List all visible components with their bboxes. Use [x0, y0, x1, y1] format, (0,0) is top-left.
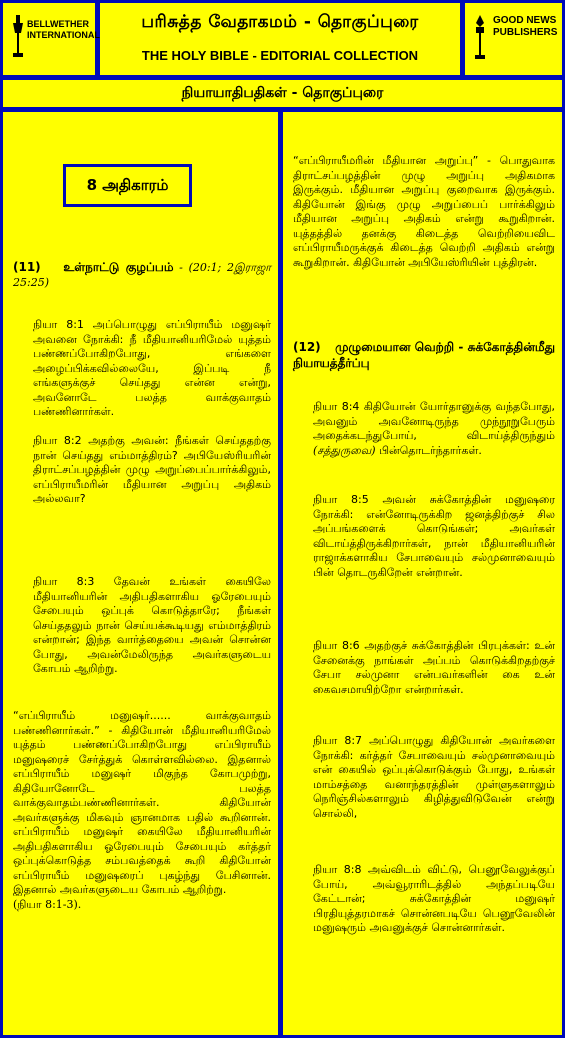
- section-11-heading: [13, 260, 271, 290]
- verse-8-1: [33, 318, 271, 420]
- logo-good-news: [465, 3, 562, 75]
- verse-8-3: [33, 575, 271, 677]
- section-title: முழுமையான வெற்றி - சுக்கோத்தின்மீது நியாயத்தீர்ப்பு: [293, 340, 555, 370]
- verse-text: நியா 8:5 அவன் சுக்கோத்தின் மனுஷரை நோக்கி: என்னோடிருக்கிற ஜனத்திற்குச் சில அப்பங்களைக் கொடுங்கள்; அவர்கள் விடாய்த்திருக்கிறார்கள், நான் மீதியானியரின் ராஜாக்களாகிய சேபாவையும் சல்முனாவையும் பின் தொடருகிறேன் என்றான்.: [313, 493, 555, 579]
- page-subtitle: நியாயாதிபதிகள் - தொகுப்புரை: [181, 85, 384, 101]
- section-number: (12): [293, 340, 321, 354]
- verse-text: நியா 8:4 கிதியோன் யோர்தானுக்கு வந்தபோது, அவனும் அவனோடிருந்த முந்நூறுபேரும் அதைக்கடந்துபோய், விடாய்த்திருந்தும்: [313, 400, 555, 442]
- commentary-paragraph: [293, 154, 555, 270]
- verse-8-8: [313, 863, 555, 936]
- verse-text: நியா 8:1 அப்பொழுது எப்பிராயீம் மனுஷர் அவனை நோக்கி: நீ மீதியானியரிமேல் யுத்தம் பண்ணப்போகிறபோது, எங்களை அழைப்பிக்கவில்லையே, இப்படி நீ எங்களுக்குச் செய்தது என்ன என்று, அவனோடே பலத்த வாக்குவாதம் பண்ணினார்கள்.: [33, 318, 271, 418]
- title-tamil: பரிசுத்த வேதாகமம் - தொகுப்புரை: [141, 12, 419, 32]
- right-column: [283, 112, 562, 1035]
- verse-text: நியா 8:7 அப்பொழுது கிதியோன் அவர்களை நோக்கி: கர்த்தர் சேபாவையும் சல்முனாவையும் என் கையில் ஒப்புக்கொடுக்கும் போது, உங்கள் மாம்சத்தை வனாந்தரத்தின் முள்ளுகளாலும் நெரிஞ்சில்களாலும் கிழித்துவிடுவேன் என்று சொல்லி,: [313, 734, 555, 820]
- verse-text-end: பின்தொடர்ந்தார்கள்.: [379, 443, 482, 457]
- section-number: (11): [13, 260, 41, 274]
- verse-8-5: [313, 493, 555, 580]
- verse-8-7: [313, 734, 555, 821]
- verse-8-2: [33, 434, 271, 507]
- verse-text: நியா 8:6 அதற்குச் சுக்கோத்தின் பிரபுக்கள்: உன் சேனைக்கு நாங்கள் அப்பம் கொடுக்கிறதற்குச் சேபா சல்முனா என்பவர்களின் கை உன் கைவசமாயிற்றோ என்றார்கள்.: [313, 639, 555, 696]
- verse-text: நியா 8:3 தேவன் உங்கள் கையிலே மீதியானியரின் அதிபதிகளாகிய ஓரேபையும் சேபையும் ஒப்புக் கொடுத்தாரே; நீங்கள் செய்ததலும் நான் செய்யக்கூடியது எம்மாத்திரம் என்றான்; இந்த வார்த்தையை அவன் சொன்ன போது, அவன்மேலிருந்த அவர்களுடைய கோபம் ஆறிற்று.: [33, 575, 271, 675]
- logo-bellwether: [3, 3, 100, 75]
- commentary-paragraph: [13, 709, 271, 912]
- verse-annotation: (சத்துருவை): [313, 443, 376, 457]
- verse-text: நியா 8:8 அவ்விடம் விட்டு, பெனூவேலுக்குப் போய், அவ்வூராரிடத்தில் அந்தப்படியே கேட்டான்; சுக்கோத்தின் மனுஷர் பிரதியுத்தரமாகச் சொன்னபடியே பெனூவேலின் மனுஷரும் அவனுக்குச் சொன்னார்கள்.: [313, 863, 555, 934]
- subtitle-bar: [3, 80, 562, 107]
- logo-right-text: GOOD NEWS PUBLISHERS: [493, 15, 558, 38]
- commentary-reference: (நியா 8:1-3).: [13, 897, 82, 911]
- commentary-text: “எப்பிராயீம் மனுஷர்...... வாக்குவாதம் பண்ணினார்கள்.” - கிதியோன் மீதியானியரிமேல் யுத்தம் பண்ணப்போகிறபோது எப்பிராயீம் மனுஷரைச் சேர்த்துக் கொள்ளவில்லை. இதனால் எப்பிராயீம் மனுஷர் மிகுந்த கோபமுற்று, கிதியோனோடே பலத்த வாக்குவாதம்பண்ணினார்கள். கிதியோன் அவர்களுக்கு மிகவும் ஞானமாக பதில் கூறினான். எப்பிராயீம் மனுஷர் கையிலே மீதியானியரின் அதிபதிகளாகிய ஓரேபையும் சேபையும் கர்த்தர் ஒப்புக்கொடுத்த சம்பவத்தைக் கூறி கிதியோன் எப்பிராயீம் மனுஷரைப் புகழ்ந்து பேசினான். இதனால் அவர்களுடைய கோபம் ஆறிற்று.: [13, 709, 271, 896]
- section-reference: - (20:1; 2இராஜா 25:25): [13, 261, 271, 289]
- logo-left-text: BELLWETHER INTERNATIONAL: [27, 19, 100, 40]
- section-title: உள்நாட்டு குழப்பம்: [63, 260, 174, 274]
- chapter-heading: 8 அதிகாரம்: [63, 164, 192, 207]
- torch-icon: [473, 15, 487, 63]
- lamp-icon: [11, 13, 25, 61]
- verse-8-6: [313, 639, 555, 697]
- left-column: [3, 112, 278, 1035]
- title-english: THE HOLY BIBLE - EDITORIAL COLLECTION: [141, 48, 419, 63]
- title-box: [100, 3, 460, 75]
- commentary-text: “எப்பிராயீமரின் மீதியான அறுப்பு” - பொதுவாக திராட்சப்பழத்தின் முழு அறுப்பு அதிகமாக இருக்கும். மீதியான அறுப்பு குறைவாக இருக்கும். கிதியோன் இங்கு முழு அறுப்பைப் பார்க்கிலும் மீதியான அறுப்பு அதிகம் என்று கூறுகிறான். யுத்தத்தில் தனக்கு கிடைத்த வெற்றியைவிட எப்பிராயீமருக்குக் கிடைத்த வெற்றி அதிகம் என்று கூறுகிறான். கிதியோன் அபியேஸ்ரியின் புத்திரன்.: [293, 154, 555, 269]
- section-12-heading: [293, 340, 555, 371]
- verse-text: நியா 8:2 அதற்கு அவன்: நீங்கள் செய்ததற்கு நான் செய்தது எம்மாத்திரம்? அபியேஸ்ரியரின் திராட்சப்பழத்தின் முழு அறுப்பைப்பார்க்கிலும், எப்பிராயீமரின் மீதியான அறுப்பு அதிகம் அல்லவா?: [33, 434, 271, 505]
- verse-8-4: [313, 400, 555, 458]
